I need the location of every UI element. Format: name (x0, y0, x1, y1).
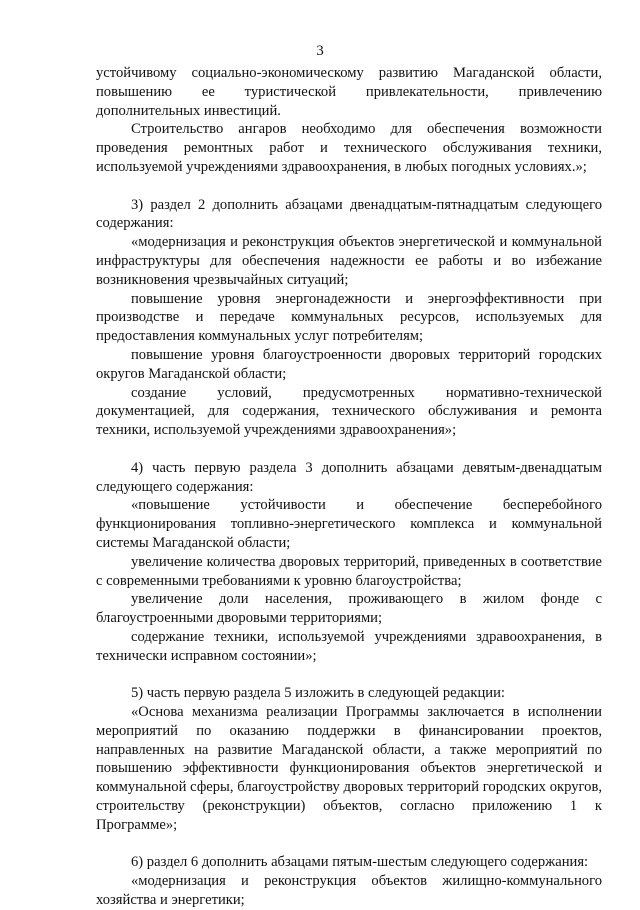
paragraph: 3) раздел 2 дополнить абзацами двенадцатым-пятнадцатым следующего содержания: (96, 196, 602, 232)
paragraph: Строительство ангаров необходимо для обеспечения возможности проведения ремонтных работ и технического обслуживания техники, используемой учреждениями здравоохранения, в любых погодных условиях.»; (96, 121, 602, 175)
paragraph: повышение уровня благоустроенности дворовых территорий городских округов Магаданской области; (96, 346, 602, 382)
paragraph: «повышение устойчивости и обеспечение бесперебойного функционирования топливно-энергетического комплекса и коммунальной системы Магаданской области; (96, 497, 602, 551)
paragraph-gap (96, 177, 602, 196)
paragraph: 5) часть первую раздела 5 изложить в следующей редакции: (131, 685, 505, 702)
paragraph-gap (96, 666, 602, 685)
paragraph: 4) часть первую раздела 3 дополнить абзацами девятым-двенадцатым следующего содержания: (96, 459, 602, 495)
paragraph: 6) раздел 6 дополнить абзацами пятым-шестым следующего содержания: (131, 854, 589, 871)
paragraph: «Основа механизма реализации Программы заключается в исполнении мероприятий по оказанию поддержки в финансировании проектов, направленных на развитие Магаданской области, а также мероприятий по повышению эффективности функционирования объектов энергетической и коммунальной сферы, благоустройству дворовых территорий городских округов, строительству (реконструкции) объектов, согласно приложению 1 к Программе»; (96, 704, 602, 833)
paragraph: увеличение доли населения, проживающего в жилом фонде с благоустроенными дворовыми территориями; (96, 591, 602, 627)
paragraph: устойчивому социально-экономическому развитию Магаданской области, повышению ее туристической привлекательности, привлечению дополнительных инвестиций. (96, 65, 602, 119)
paragraph: «модернизация и реконструкция объектов энергетической и коммунальной инфраструктуры для обеспечения надежности ее работы и во избежание возникновения чрезвычайных ситуаций; (96, 234, 602, 288)
page-number: 3 (316, 43, 324, 59)
paragraph: содержание техники, используемой учреждениями здравоохранения, в технически исправном состоянии»; (96, 628, 602, 664)
document-body (96, 64, 602, 910)
paragraph-gap (96, 835, 602, 854)
paragraph: повышение уровня энергонадежности и энергоэффективности при производстве и передаче коммунальных ресурсов, используемых для предоставления коммунальных услуг потребителям; (96, 290, 602, 345)
paragraph: создание условий, предусмотренных нормативно-технической документацией, для содержания, технического обслуживания и ремонта техники, используемой учреждениями здравоохранения»; (96, 384, 602, 439)
paragraph: увеличение количества дворовых территорий, приведенных в соответствие с современными требованиями к уровню благоустройства; (96, 553, 602, 589)
paragraph: «модернизация и реконструкция объектов жилищно-коммунального хозяйства и энергетики; (96, 873, 602, 909)
paragraph-gap (96, 440, 602, 459)
